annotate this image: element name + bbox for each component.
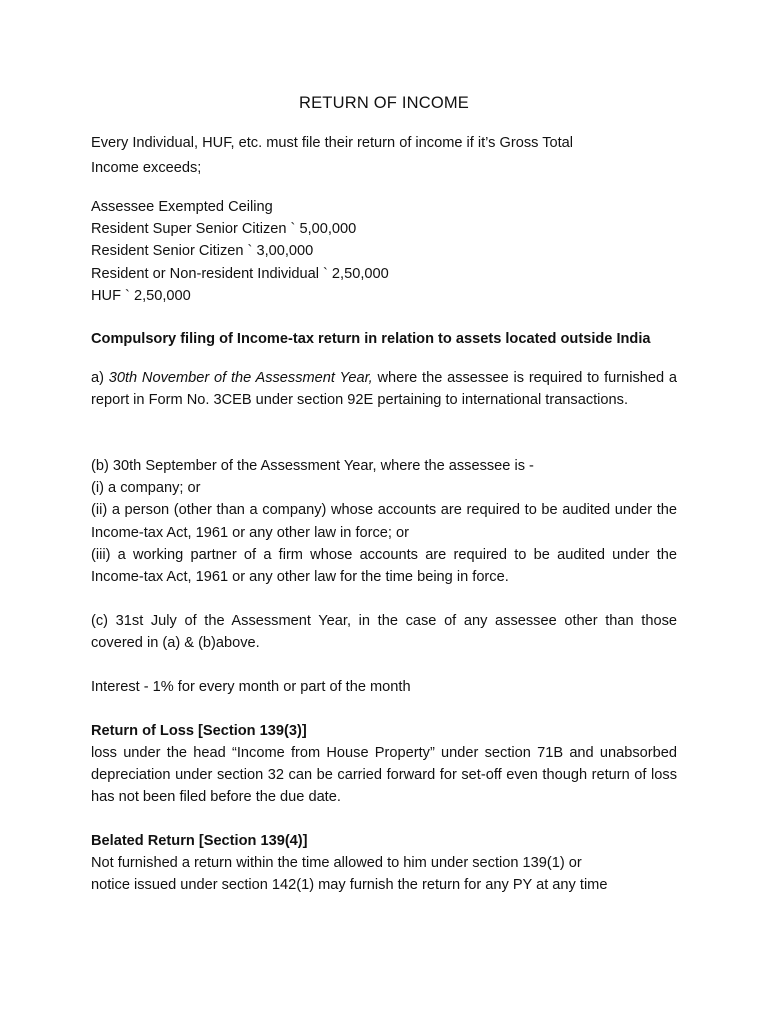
return-of-loss-heading: Return of Loss [Section 139(3)]	[91, 723, 307, 739]
intro-line: Income exceeds;	[91, 160, 202, 176]
ceiling-row: HUF ` 2,50,000	[91, 287, 191, 304]
paragraph-b	[91, 455, 677, 588]
intro-paragraph	[91, 131, 677, 181]
document-title: RETURN OF INCOME	[298, 94, 470, 112]
compulsory-filing-heading: Compulsory filing of Income-tax return in relation to assets located outside India	[91, 331, 651, 347]
belated-line: notice issued under section 142(1) may furnish the return for any PY at any time	[91, 877, 608, 894]
para-a-date: 30th November of the Assessment Year,	[108, 370, 373, 386]
belated-return-heading: Belated Return [Section 139(4)]	[91, 833, 308, 849]
interest-line: Interest - 1% for every month or part of the month	[91, 679, 411, 695]
para-a-prefix: a)	[91, 370, 109, 386]
ceiling-row: Resident Senior Citizen ` 3,00,000	[91, 243, 314, 260]
para-b-item: (iii) a working partner of a firm whose accounts are required to be audited under the Income-tax Act, 1961 or any other law for the time being in force.	[91, 546, 677, 586]
ceiling-row: Resident Super Senior Citizen ` 5,00,000	[91, 221, 357, 238]
belated-return-body	[91, 852, 677, 896]
paragraph-a	[91, 367, 677, 411]
paragraph-c: (c) 31st July of the Assessment Year, in the case of any assessee other than those covered in (a) & (b)above.	[91, 613, 677, 652]
para-a-text: where the assessee is required to furnished a report in Form No. 3CEB under section 92E pertaining to international transactions.	[91, 370, 677, 409]
para-b-line: (b) 30th September of the Assessment Year, where the assessee is -	[91, 458, 534, 474]
para-b-item: (ii) a person (other than a company) whose accounts are required to be audited under the Income-tax Act, 1961 or any other law in force; or	[91, 502, 677, 541]
ceiling-table	[91, 196, 677, 307]
ceiling-row: Resident or Non-resident Individual ` 2,50,000	[91, 265, 389, 282]
ceiling-header: Assessee Exempted Ceiling	[91, 199, 273, 215]
belated-line: Not furnished a return within the time allowed to him under section 139(1) or	[91, 855, 582, 871]
para-b-item: (i) a company; or	[91, 480, 201, 497]
return-of-loss-body: loss under the head “Income from House Property” under section 71B and unabsorbed depreciation under section 32 can be carried forward for set-off even though return of loss has not been filed before the due date.	[91, 745, 677, 806]
intro-line: Every Individual, HUF, etc. must file their return of income if it’s Gross Total	[91, 135, 574, 151]
